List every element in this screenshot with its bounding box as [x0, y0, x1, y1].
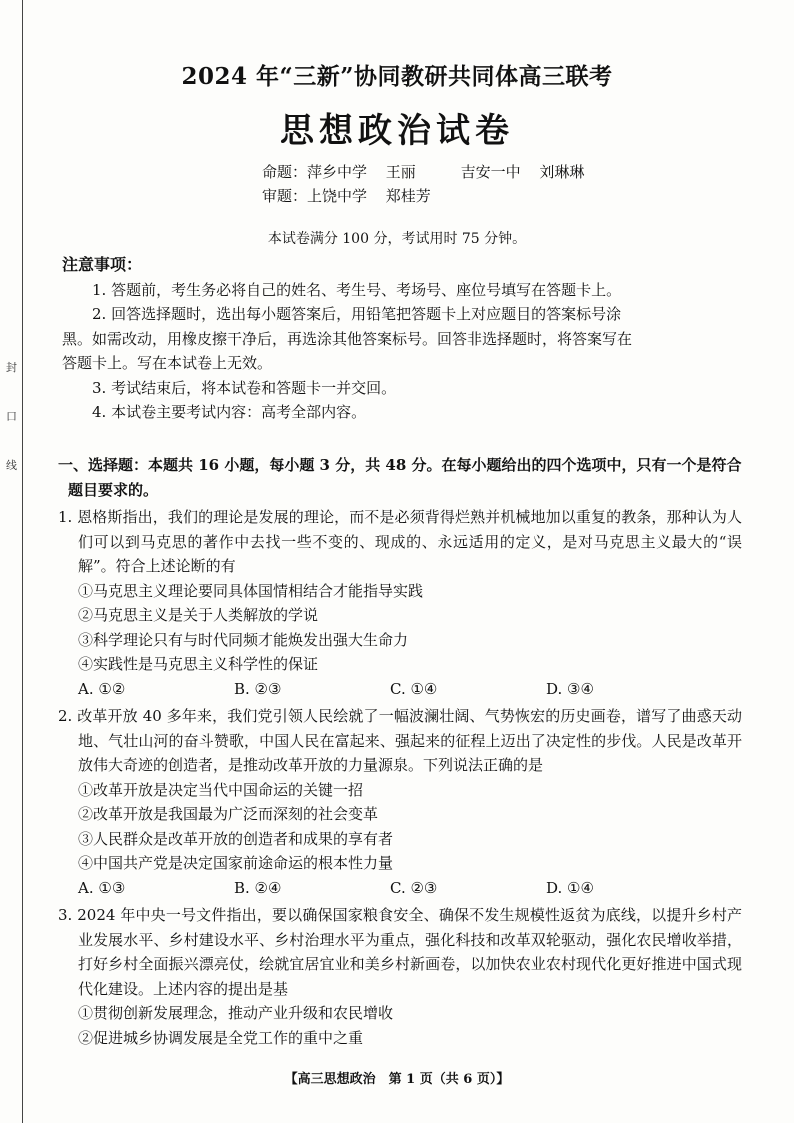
notice-item: 3. 考试结束后，将本试卷和答题卡一并交回。 — [92, 378, 397, 397]
question-option: ②马克思主义是关于人类解放的学说 — [78, 606, 319, 624]
question-stem: 2. 改革开放 40 多年来，我们党引领人民绘就了一幅波澜壮阔、气势恢宏的历史画卷，谱写了曲惑天动地、气壮山河的奋斗赞歌，中国人民在富起来、强起来的征程上迈出了决定性的步伐。人民是改革开放伟大奇迹的创造者，是推动改革开放的力量源泉。下列说法正确的是 — [58, 707, 742, 774]
question-option: ②改革开放是我国最为广泛而深刻的社会变革 — [78, 805, 379, 823]
proposer-name: 王丽 — [385, 163, 416, 181]
choice-c: C. ②③ — [390, 878, 438, 897]
choice-b: B. ②④ — [234, 878, 282, 897]
notice-item-cont: 黑。如需改动，用橡皮擦干净后，再选涂其他答案标号。回答非选择题时，将答案写在 — [62, 329, 633, 348]
section-multiple-choice — [58, 453, 742, 1050]
choice-a: A. ①② — [78, 679, 126, 698]
section-title: 一、选择题：本题共 16 小题，每小题 3 分，共 48 分。在每小题给出的四个选项中，只有一个是符合题目要求的。 — [58, 456, 742, 499]
question-option: ①改革开放是决定当代中国命运的关键一招 — [78, 780, 364, 799]
question-option: ①贯彻创新发展理念，推动产业升级和农民增收 — [78, 1004, 394, 1022]
question-option: ②促进城乡协调发展是全党工作的重中之重 — [78, 1028, 364, 1047]
notice-item: 4. 本试卷主要考试内容：高考全部内容。 — [92, 403, 367, 421]
choice-d: D. ①④ — [546, 878, 594, 897]
binding-mark: 封 — [6, 361, 17, 374]
binding-line — [22, 0, 23, 1123]
reviewer-row — [262, 184, 598, 208]
binding-mark: 线 — [6, 459, 17, 472]
binding-mark: 口 — [6, 410, 17, 423]
choice-b: B. ②③ — [234, 679, 282, 698]
notice-item: 1. 答题前，考生务必将自己的姓名、考生号、考场号、座位号填写在答题卡上。 — [92, 280, 622, 299]
binding-marks — [6, 362, 18, 509]
answer-choices — [58, 876, 742, 901]
proposer-row — [262, 160, 598, 184]
question-1 — [58, 505, 742, 701]
page-footer: 【高三思想政治 第 1 页（共 6 页）】 — [284, 1072, 510, 1087]
score-line: 本试卷满分 100 分，考试用时 75 分钟。 — [267, 231, 527, 247]
proposer2-name: 刘琳琳 — [539, 163, 585, 181]
exam-title: 2024 年“三新”协同教研共同体高三联考 — [181, 63, 613, 90]
choice-c: C. ①④ — [390, 679, 438, 698]
question-2 — [58, 704, 742, 900]
subject-title: 思想政治试卷 — [280, 111, 514, 151]
exam-header — [0, 58, 794, 152]
question-stem: 3. 2024 年中央一号文件指出，要以确保国家粮食安全、确保不发生规模性返贫为底线，以提升乡村产业发展水平、乡村建设水平、乡村治理水平为重点，强化科技和改革双轮驱动，强化农民增收举措，打好乡村全面振兴漂亮仗，绘就宜居宜业和美乡村新画卷，以加快农业农村现代化更好推进中国式现代化建设。上述内容的提出是基 — [58, 906, 742, 998]
proposer2-school: 吉安一中 — [460, 163, 521, 181]
notice-item: 2. 回答选择题时，选出每小题答案后，用铅笔把答题卡上对应题目的答案标号涂 — [92, 305, 622, 323]
question-stem: 1. 恩格斯指出，我们的理论是发展的理论，而不是必须背得烂熟并机械地加以重复的教条，那种认为人们可以到马克思的著作中去找一些不变的、现成的、永远适用的定义，是对马克思主义最大的“误解”。符合上述论断的有 — [58, 508, 742, 575]
notice-title: 注意事项： — [62, 255, 143, 274]
reviewer-label: 审题：上饶中学 — [262, 187, 368, 205]
notice-block — [62, 253, 737, 425]
choice-a: A. ①③ — [78, 878, 126, 897]
answer-choices — [58, 677, 742, 702]
question-option: ③科学理论只有与时代同频才能焕发出强大生命力 — [78, 630, 409, 649]
question-3 — [58, 903, 742, 1050]
question-option: ③人民群众是改革开放的创造者和成果的享有者 — [78, 829, 394, 848]
author-info — [262, 160, 598, 208]
question-option: ①马克思主义理论要同具体国情相结合才能指导实践 — [78, 581, 424, 600]
notice-item-cont: 答题卡上。写在本试卷上无效。 — [62, 354, 273, 372]
choice-d: D. ③④ — [546, 679, 594, 698]
question-option: ④中国共产党是决定国家前途命运的根本性力量 — [78, 854, 394, 872]
question-option: ④实践性是马克思主义科学性的保证 — [78, 655, 319, 673]
reviewer-name: 郑桂芳 — [385, 187, 431, 205]
proposer-label: 命题：萍乡中学 — [262, 163, 368, 181]
